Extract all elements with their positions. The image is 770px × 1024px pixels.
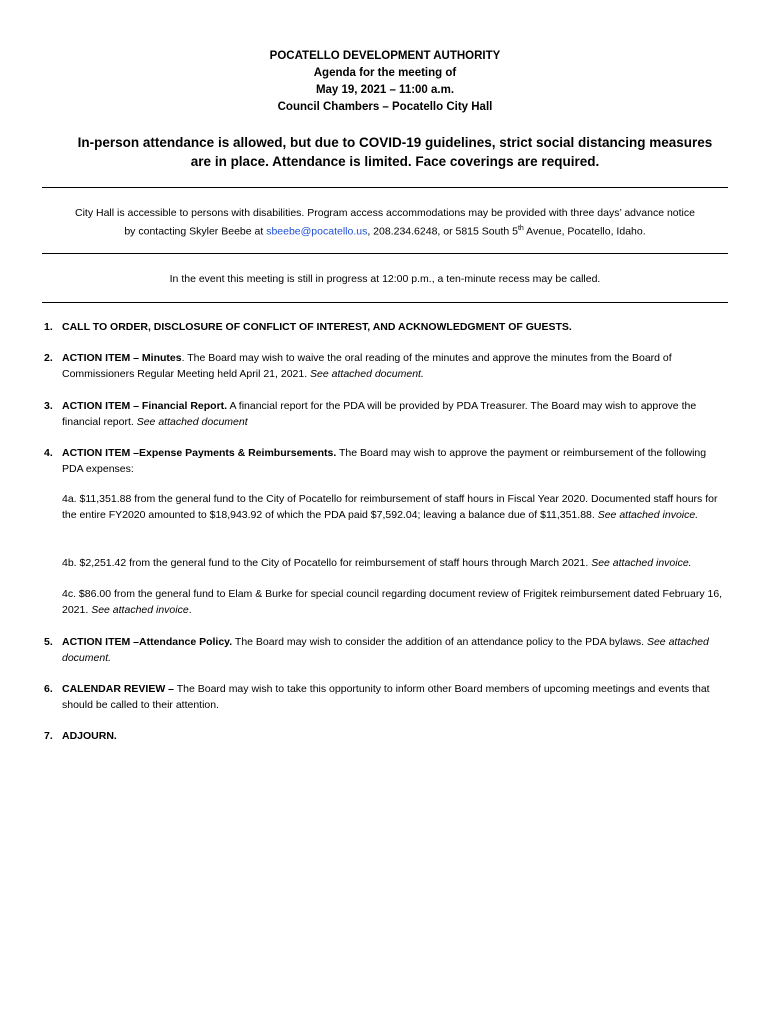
item-number: 1. — [44, 321, 53, 333]
sub-item-text: 4a. $11,351.88 from the general fund to the City of Pocatello for reimbursement of staff hours in Fiscal Year 2020. Documented staff hours for the entire FY2020 amounted to $18,943.92 of which the PDA paid $7,592.04; leaving a balance due of $11,351.88. — [62, 493, 718, 521]
divider — [42, 187, 728, 188]
item-body: . The Board may wish to waive the oral reading of the minutes and approve the minutes from the Board of Commissioners Regular Meeting held April 21, 2021. — [62, 352, 672, 380]
meeting-location: Council Chambers – Pocatello City Hall — [277, 101, 493, 113]
item-title: ACTION ITEM –Attendance Policy. — [62, 636, 233, 648]
agenda-item-1 — [44, 319, 728, 335]
item-title: CALENDAR REVIEW – — [62, 683, 175, 695]
agenda-item-3 — [44, 398, 728, 430]
sub-item-4a — [62, 491, 728, 523]
sub-item-reference: See attached invoice — [91, 604, 189, 616]
item-reference: See attached document. — [62, 636, 709, 664]
superscript: th — [517, 225, 524, 232]
covid-notice-line1: In-person attendance is allowed, but due to COVID-19 guidelines, strict social distancing measures — [77, 135, 713, 150]
item-number: 7. — [44, 730, 53, 742]
sub-item-text: . — [188, 604, 192, 616]
item-reference: See attached document. — [310, 368, 424, 380]
sub-item-4c — [62, 586, 728, 618]
agenda-item-7 — [44, 728, 728, 744]
sub-item-reference: See attached invoice. — [591, 557, 692, 569]
agenda-item-4 — [44, 445, 728, 477]
accessibility-line1: City Hall is accessible to persons with disabilities. Program access accommodations may be provided with three days’ advance notice — [75, 207, 695, 219]
divider — [42, 302, 728, 303]
item-number: 5. — [44, 636, 53, 648]
item-title: ADJOURN. — [62, 730, 117, 742]
accessibility-text: by contacting Skyler Beebe at — [124, 225, 267, 238]
accessibility-text: Avenue, Pocatello, Idaho. — [523, 225, 646, 238]
sub-item-text: 4c. $86.00 from the general fund to Elam & Burke for special council regarding document review of Frigitek reimbursement dated February 16, 2021. — [62, 588, 723, 616]
item-number: 2. — [44, 352, 53, 364]
recess-notice: In the event this meeting is still in progress at 12:00 p.m., a ten-minute recess may be called. — [169, 273, 601, 285]
item-number: 3. — [44, 400, 53, 412]
agenda-item-5 — [44, 634, 728, 666]
item-title: CALL TO ORDER, DISCLOSURE OF CONFLICT OF INTEREST, AND ACKNOWLEDGMENT OF GUESTS. — [62, 321, 572, 333]
covid-notice — [60, 133, 730, 171]
item-number: 6. — [44, 683, 53, 695]
item-body: The Board may wish to approve the payment or reimbursement of the following PDA expenses: — [62, 447, 707, 475]
email-link[interactable]: sbeebe@pocatello.us — [266, 225, 368, 238]
meeting-date: May 19, 2021 – 11:00 a.m. — [315, 84, 455, 96]
accessibility-line2 — [42, 221, 728, 240]
item-title: ACTION ITEM –Expense Payments & Reimbursements. — [62, 447, 337, 459]
accessibility-notice — [42, 205, 728, 240]
item-body: A financial report for the PDA will be provided by PDA Treasurer. The Board may wish to approve the financial report. — [62, 400, 697, 428]
accessibility-text: , 208.234.6248, or 5815 South 5 — [367, 225, 518, 238]
agenda-item-6 — [44, 681, 728, 713]
sub-item-4b — [62, 555, 728, 571]
item-title: ACTION ITEM – Minutes — [62, 352, 182, 364]
item-number: 4. — [44, 447, 53, 459]
divider — [42, 253, 728, 254]
covid-notice-line2: are in place. Attendance is limited. Face coverings are required. — [190, 154, 600, 169]
org-name: POCATELLO DEVELOPMENT AUTHORITY — [269, 50, 501, 62]
agenda-item-2 — [44, 350, 728, 382]
sub-item-reference: See attached invoice. — [597, 509, 699, 521]
document-header — [0, 48, 770, 116]
sub-item-text: 4b. $2,251.42 from the general fund to the City of Pocatello for reimbursement of staff hours through March 2021. — [62, 557, 592, 569]
item-body: The Board may wish to take this opportunity to inform other Board members of upcoming meetings and events that should be called to their attention. — [62, 683, 710, 711]
item-reference: See attached document — [136, 416, 248, 428]
item-body: The Board may wish to consider the addition of an attendance policy to the PDA bylaws. — [232, 636, 647, 648]
item-title: ACTION ITEM – Financial Report. — [62, 400, 228, 412]
agenda-subtitle: Agenda for the meeting of — [313, 67, 457, 79]
